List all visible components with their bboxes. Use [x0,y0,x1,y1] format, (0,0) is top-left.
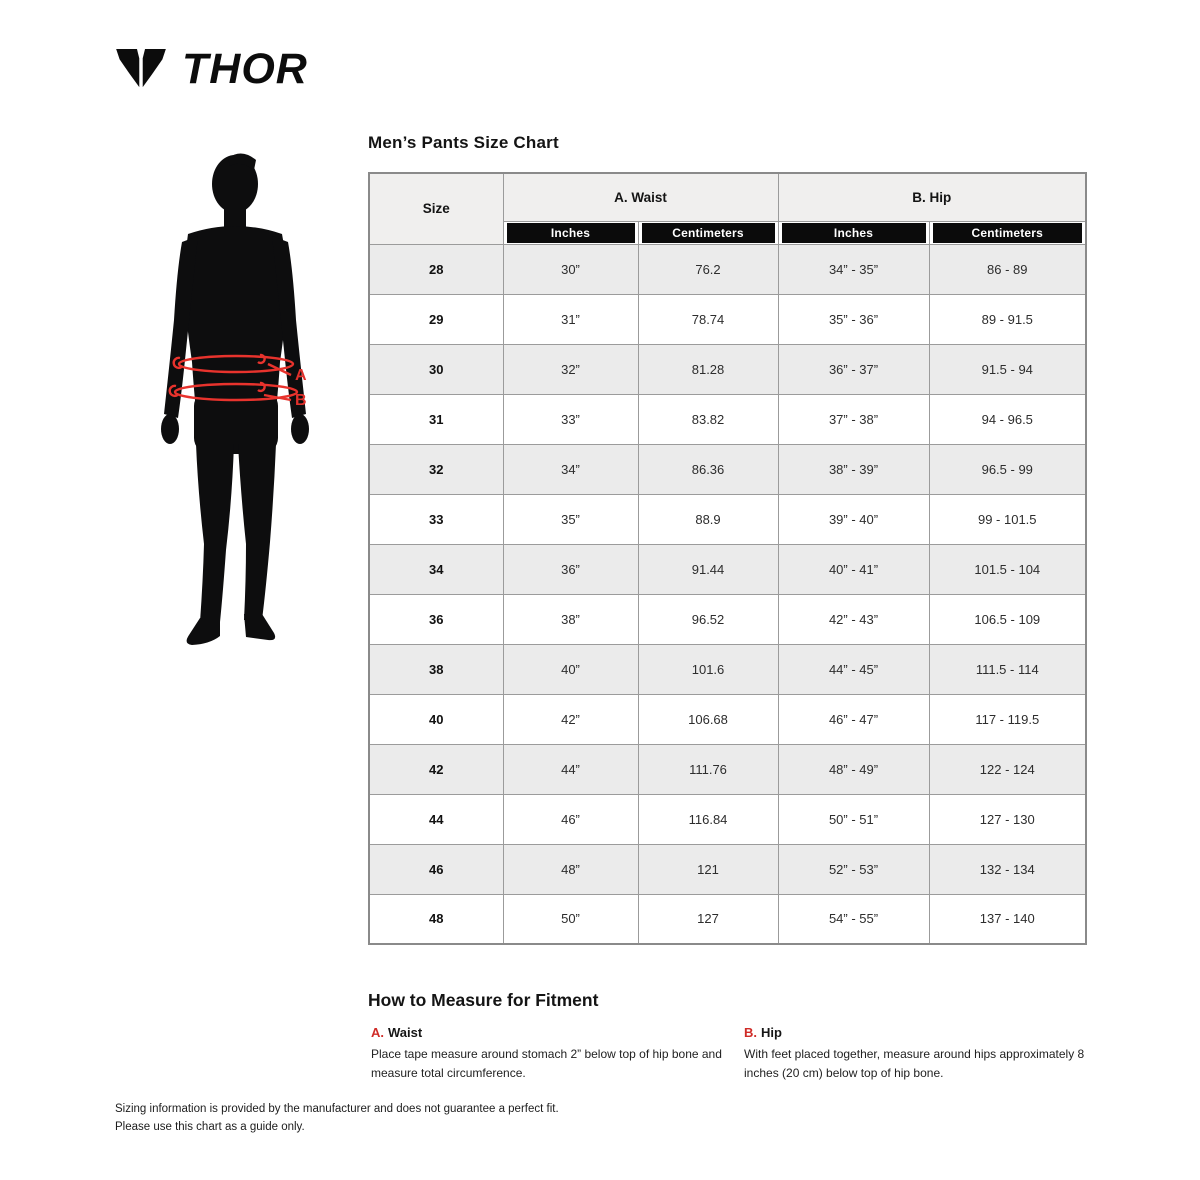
table-row [369,744,1086,794]
table-row [369,644,1086,694]
howto-hip-letter: B. [744,1025,757,1040]
size-cell: 40 [369,694,503,744]
waist-inches-cell: 35” [503,494,638,544]
hip-inches-cell: 46” - 47” [778,694,929,744]
howto-waist [371,1025,723,1082]
hip-inches-cell: 48” - 49” [778,744,929,794]
howto-waist-description: Place tape measure around stomach 2” below top of hip bone and measure total circumference. [371,1047,722,1080]
size-cell: 38 [369,644,503,694]
table-row [369,844,1086,894]
table-row [369,244,1086,294]
table-row [369,394,1086,444]
waist-inches-cell: 50” [503,894,638,944]
disclaimer-line-1: Sizing information is provided by the manufacturer and does not guarantee a perfect fit. [115,1103,559,1115]
size-cell: 28 [369,244,503,294]
hip-inches-cell: 40” - 41” [778,544,929,594]
size-cell: 29 [369,294,503,344]
table-row [369,694,1086,744]
column-header-size: Size [369,173,503,244]
table-row [369,344,1086,394]
hip-inches-cell: 54” - 55” [778,894,929,944]
hip-inches-cell: 35” - 36” [778,294,929,344]
subheader-hip-centimeters: Centimeters [929,221,1086,244]
waist-centimeters-cell: 127 [638,894,778,944]
waist-inches-cell: 31” [503,294,638,344]
brand-name: THOR [182,45,308,93]
hip-centimeters-cell: 122 - 124 [929,744,1086,794]
disclaimer [115,1101,559,1137]
waist-centimeters-cell: 116.84 [638,794,778,844]
howto-waist-name: Waist [388,1025,423,1040]
howto-hip-name: Hip [761,1025,782,1040]
size-cell: 44 [369,794,503,844]
size-cell: 48 [369,894,503,944]
measure-label-b: B [295,392,307,409]
hip-centimeters-cell: 94 - 96.5 [929,394,1086,444]
measure-label-a: A [295,367,307,384]
size-cell: 33 [369,494,503,544]
size-cell: 31 [369,394,503,444]
hip-centimeters-cell: 132 - 134 [929,844,1086,894]
waist-inches-cell: 46” [503,794,638,844]
size-cell: 36 [369,594,503,644]
size-cell: 46 [369,844,503,894]
thor-logo [115,40,330,94]
howto-waist-title [371,1025,723,1040]
hip-centimeters-cell: 117 - 119.5 [929,694,1086,744]
waist-inches-cell: 48” [503,844,638,894]
waist-centimeters-cell: 106.68 [638,694,778,744]
size-table [368,172,1087,945]
table-row [369,444,1086,494]
waist-inches-cell: 44” [503,744,638,794]
thor-horns-icon [115,41,167,94]
size-cell: 30 [369,344,503,394]
waist-inches-cell: 34” [503,444,638,494]
body-measurement-figure [140,152,350,657]
page-title: Men’s Pants Size Chart [368,133,559,152]
waist-centimeters-cell: 96.52 [638,594,778,644]
waist-inches-cell: 33” [503,394,638,444]
hip-centimeters-cell: 86 - 89 [929,244,1086,294]
hip-centimeters-cell: 106.5 - 109 [929,594,1086,644]
waist-centimeters-cell: 88.9 [638,494,778,544]
howto-waist-letter: A. [371,1025,384,1040]
table-row [369,294,1086,344]
hip-centimeters-cell: 101.5 - 104 [929,544,1086,594]
column-header-waist: A. Waist [503,173,778,221]
table-row [369,794,1086,844]
waist-centimeters-cell: 76.2 [638,244,778,294]
howto-heading: How to Measure for Fitment [368,990,599,1010]
waist-centimeters-cell: 81.28 [638,344,778,394]
disclaimer-line-2: Please use this chart as a guide only. [115,1120,305,1133]
hip-centimeters-cell: 96.5 - 99 [929,444,1086,494]
size-cell: 42 [369,744,503,794]
size-table-container [368,172,1087,945]
subheader-waist-centimeters: Centimeters [638,221,778,244]
hip-inches-cell: 38” - 39” [778,444,929,494]
size-table-body [369,244,1086,944]
waist-inches-cell: 42” [503,694,638,744]
table-row [369,894,1086,944]
hip-centimeters-cell: 91.5 - 94 [929,344,1086,394]
hip-inches-cell: 52” - 53” [778,844,929,894]
waist-inches-cell: 38” [503,594,638,644]
waist-centimeters-cell: 121 [638,844,778,894]
table-row [369,594,1086,644]
hip-centimeters-cell: 137 - 140 [929,894,1086,944]
hip-inches-cell: 37” - 38” [778,394,929,444]
hip-centimeters-cell: 111.5 - 114 [929,644,1086,694]
waist-centimeters-cell: 86.36 [638,444,778,494]
hip-centimeters-cell: 99 - 101.5 [929,494,1086,544]
column-header-hip: B. Hip [778,173,1086,221]
hip-inches-cell: 34” - 35” [778,244,929,294]
howto-hip [744,1025,1096,1082]
size-cell: 34 [369,544,503,594]
hip-inches-cell: 42” - 43” [778,594,929,644]
howto-hip-title [744,1025,1096,1040]
table-row [369,544,1086,594]
waist-inches-cell: 32” [503,344,638,394]
hip-inches-cell: 50” - 51” [778,794,929,844]
waist-inches-cell: 30” [503,244,638,294]
waist-centimeters-cell: 101.6 [638,644,778,694]
hip-centimeters-cell: 127 - 130 [929,794,1086,844]
table-row [369,494,1086,544]
waist-centimeters-cell: 83.82 [638,394,778,444]
waist-centimeters-cell: 91.44 [638,544,778,594]
waist-centimeters-cell: 78.74 [638,294,778,344]
hip-inches-cell: 44” - 45” [778,644,929,694]
waist-inches-cell: 40” [503,644,638,694]
subheader-waist-inches: Inches [503,221,638,244]
hip-centimeters-cell: 89 - 91.5 [929,294,1086,344]
howto-hip-description: With feet placed together, measure around hips approximately 8 inches (20 cm) below top of hip bone. [744,1047,1085,1080]
hip-inches-cell: 36” - 37” [778,344,929,394]
subheader-hip-inches: Inches [778,221,929,244]
waist-centimeters-cell: 111.76 [638,744,778,794]
size-cell: 32 [369,444,503,494]
waist-inches-cell: 36” [503,544,638,594]
hip-inches-cell: 39” - 40” [778,494,929,544]
